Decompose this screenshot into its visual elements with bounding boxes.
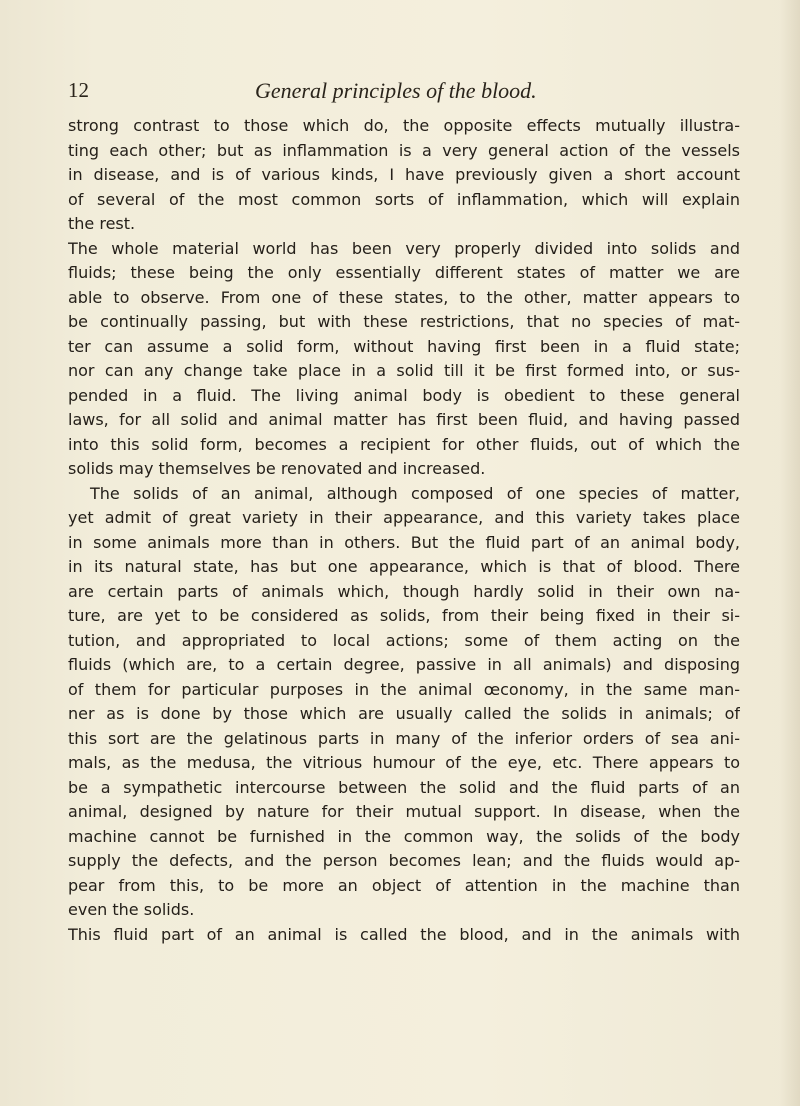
page-edge-shadow [780, 0, 800, 1106]
paragraph [68, 482, 740, 923]
text-line: mals, as the medusa, the vitrious humour of the eye, etc. There appears to [68, 753, 740, 772]
text-line: even the solids. [68, 900, 195, 919]
text-line: pear from this, to be more an object of attention in the machine than [68, 875, 740, 895]
text-line: yet admit of great variety in their appearance, and this variety takes place [68, 508, 740, 527]
text-line: pended in a fluid. The living animal body is obedient to these general [68, 385, 740, 405]
text-line: The whole material world has been very properly divided into solids and [68, 238, 740, 258]
text-line: animal, designed by nature for their mutual support. In disease, when the [68, 802, 740, 821]
text-line: in some animals more than in others. But the fluid part of an animal body, [68, 532, 740, 552]
page-number: 12 [68, 78, 89, 102]
text-line: The solids of an animal, although composed of one species of matter, [90, 483, 740, 503]
text-line: This fluid part of an animal is called the blood, and in the animals with [68, 924, 740, 944]
text-line: strong contrast to those which do, the opposite effects mutually illustra- [68, 116, 740, 135]
text-line: of several of the most common sorts of inflammation, which will explain [68, 189, 740, 209]
text-line: are certain parts of animals which, though hardly solid in their own na- [68, 581, 740, 601]
text-line: laws, for all solid and animal matter has first been fluid, and having passed [68, 410, 740, 429]
text-line: of them for particular purposes in the animal œconomy, in the same man- [68, 679, 740, 699]
text-line: ner as is done by those which are usually called the solids in animals; of [68, 704, 740, 723]
text-line: ter can assume a solid form, without having first been in a fluid state; [68, 336, 740, 356]
text-line: ting each other; but as inflammation is a very general action of the vessels [68, 140, 740, 160]
text-line: be continually passing, but with these restrictions, that no species of mat- [68, 312, 740, 331]
text-line: supply the defects, and the person becomes lean; and the fluids would ap- [68, 851, 740, 870]
running-title: General principles of the blood. [255, 78, 537, 103]
body-text [68, 114, 740, 947]
text-line: this sort are the gelatinous parts in many of the inferior orders of sea ani- [68, 728, 740, 748]
text-line: be a sympathetic intercourse between the solid and the fluid parts of an [68, 777, 740, 797]
text-line: into this solid form, becomes a recipient for other fluids, out of which the [68, 434, 740, 454]
text-line: tution, and appropriated to local actions; some of them acting on the [68, 630, 740, 650]
text-line: fluids; these being the only essentially different states of matter we are [68, 263, 740, 282]
text-line: able to observe. From one of these states, to the other, matter appears to [68, 287, 740, 307]
paragraph [68, 114, 740, 237]
text-line: fluids (which are, to a certain degree, passive in all animals) and disposing [68, 655, 740, 674]
paragraph [68, 923, 740, 948]
text-line: machine cannot be furnished in the common way, the solids of the body [68, 826, 740, 846]
text-line: the rest. [68, 214, 136, 233]
text-line: nor can any change take place in a solid till it be first formed into, or sus- [68, 361, 740, 380]
text-line: in its natural state, has but one appearance, which is that of blood. There [68, 557, 740, 576]
text-line: ture, are yet to be considered as solids, from their being fixed in their si- [68, 606, 740, 625]
paragraph [68, 237, 740, 482]
text-line: in disease, and is of various kinds, I have previously given a short account [68, 165, 740, 184]
text-line: solids may themselves be renovated and increased. [68, 459, 486, 478]
page-header [0, 78, 800, 108]
